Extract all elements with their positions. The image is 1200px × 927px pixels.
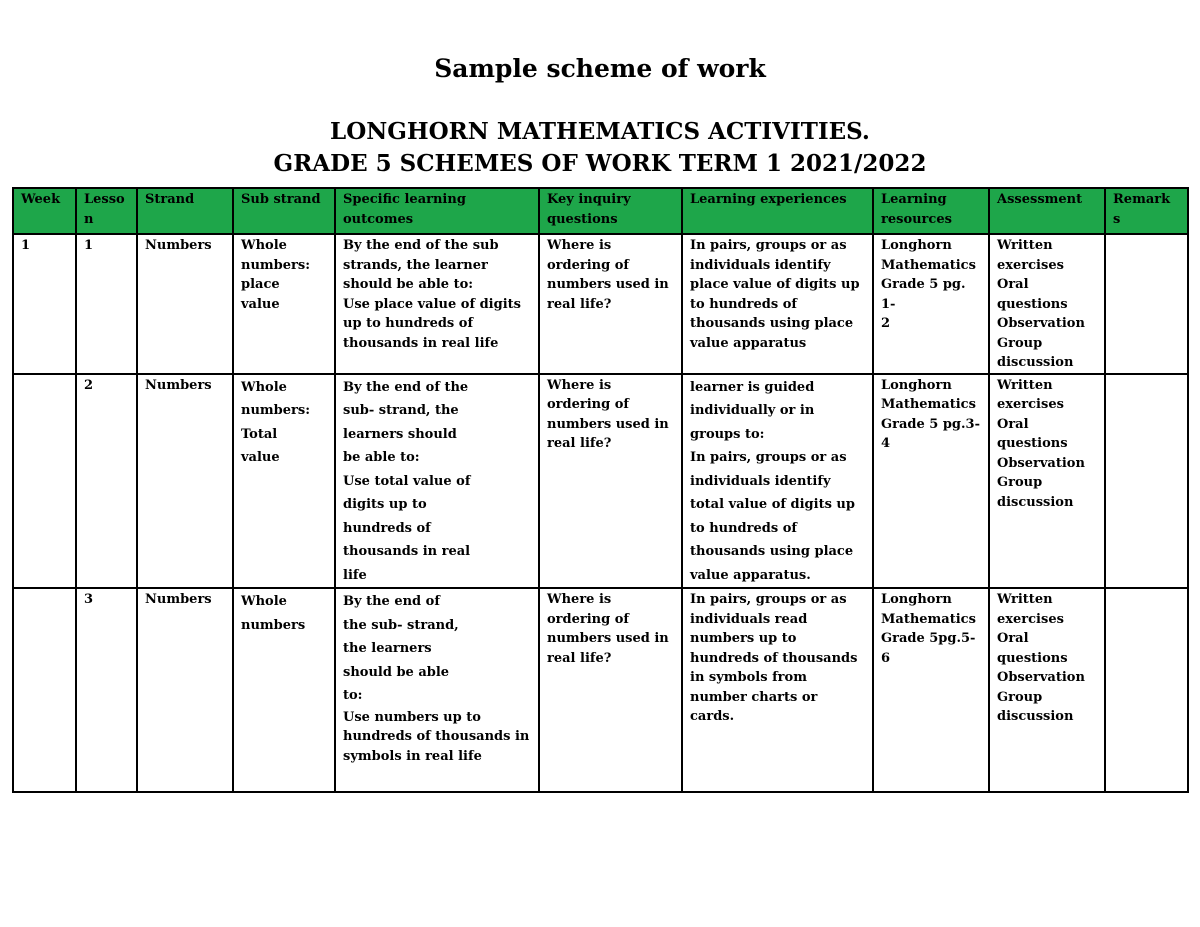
table-header-row [13, 188, 1188, 234]
column-header-assessment: Assessment [989, 188, 1105, 234]
column-header-strand: Strand [137, 188, 233, 234]
column-header-lesson: Lesso n [76, 188, 137, 234]
experiences-cell: learner is guided individually or in groups to: In pairs, groups or as individuals identify total value of digits up to hundreds of thousands using place value apparatus. [682, 374, 873, 589]
column-header-resources: Learning resources [873, 188, 989, 234]
assessment-cell: Written exercises Oral questions Observation Group discussion [989, 374, 1105, 589]
column-header-questions: Key inquiry questions [539, 188, 682, 234]
column-header-experiences: Learning experiences [682, 188, 873, 234]
week-cell [13, 588, 76, 792]
experiences-cell: In pairs, groups or as individuals identify place value of digits up to hundreds of thousands using place value apparatus [682, 234, 873, 374]
lesson-cell: 3 [76, 588, 137, 792]
table-row [13, 374, 1188, 589]
questions-cell: Where is ordering of numbers used in real life? [539, 374, 682, 589]
outcomes-cell: By the end of the sub- strand, the learners should be able to: Use total value of digits up to hundreds of thousands in real life [335, 374, 539, 589]
week-cell [13, 374, 76, 589]
outcomes-intro: By the end of the sub- strand, the learners should be able to: [343, 594, 459, 703]
column-header-remarks: Remark s [1105, 188, 1188, 234]
lesson-cell: 2 [76, 374, 137, 589]
document-title: Sample scheme of work [434, 54, 766, 83]
resources-cell: Longhorn Mathematics Grade 5 pg.3- 4 [873, 374, 989, 589]
resources-cell: Longhorn Mathematics Grade 5pg.5- 6 [873, 588, 989, 792]
outcomes-detail: Use numbers up to hundreds of thousands in symbols in real life [343, 709, 530, 764]
table-row [13, 588, 1188, 792]
assessment-cell: Written exercises Oral questions Observation Group discussion [989, 234, 1105, 374]
column-header-week: Week [13, 188, 76, 234]
strand-cell: Numbers [137, 234, 233, 374]
remarks-cell [1105, 588, 1188, 792]
column-header-outcomes: Specific learning outcomes [335, 188, 539, 234]
strand-cell: Numbers [137, 374, 233, 589]
lesson-cell: 1 [76, 234, 137, 374]
strand-cell: Numbers [137, 588, 233, 792]
table-row [13, 234, 1188, 374]
week-cell: 1 [13, 234, 76, 374]
remarks-cell [1105, 234, 1188, 374]
sub-strand-cell: Whole numbers: place value [233, 234, 335, 374]
experiences-cell: In pairs, groups or as individuals read numbers up to hundreds of thousands in symbols from number charts or cards. [682, 588, 873, 792]
assessment-cell: Written exercises Oral questions Observation Group discussion [989, 588, 1105, 792]
resources-cell: Longhorn Mathematics Grade 5 pg. 1- 2 [873, 234, 989, 374]
questions-cell: Where is ordering of numbers used in real life? [539, 588, 682, 792]
column-header-sub-strand: Sub strand [233, 188, 335, 234]
remarks-cell [1105, 374, 1188, 589]
questions-cell: Where is ordering of numbers used in real life? [539, 234, 682, 374]
outcomes-cell: By the end of the sub strands, the learner should be able to: Use place value of digits up to hundreds of thousands in real life [335, 234, 539, 374]
sub-strand-cell: Whole numbers: Total value [233, 374, 335, 589]
scheme-of-work-table [12, 187, 1189, 793]
term-title: GRADE 5 SCHEMES OF WORK TERM 1 2021/2022 [273, 150, 927, 177]
document-subheading: LONGHORN MATHEMATICS ACTIVITIES. [330, 118, 870, 145]
outcomes-cell [335, 588, 539, 792]
sub-strand-cell: Whole numbers [233, 588, 335, 792]
